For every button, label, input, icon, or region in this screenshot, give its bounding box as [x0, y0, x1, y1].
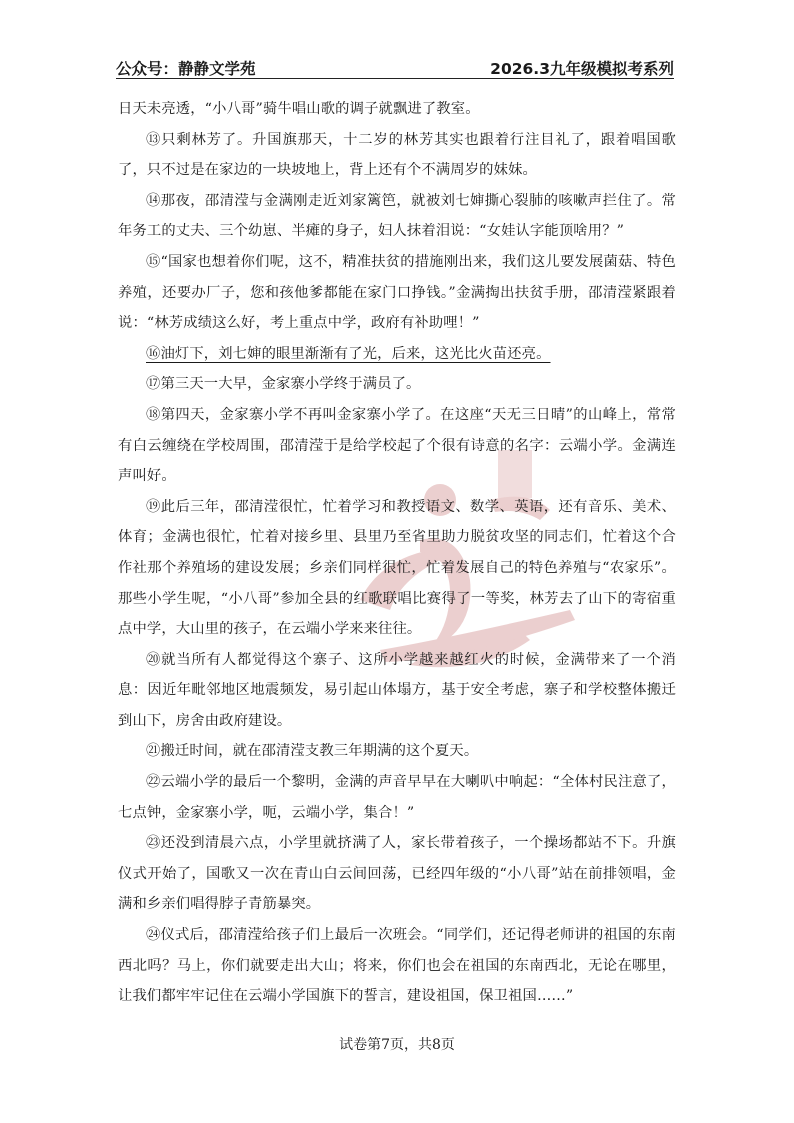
- paragraph-16: [118, 339, 676, 370]
- paragraph-21: ㉑搬迁时间，就在邵清滢支教三年期满的这个夏天。: [146, 743, 479, 760]
- paragraph-14: ⑭那夜，邵清滢与金满刚走近刘家篱笆，就被刘七婶撕心裂肺的咳嗽声拦住了。常年务工的丈夫、三个幼崽、半瘫的身子，妇人抹着泪说：“女娃认字能顶啥用？”: [118, 192, 676, 240]
- paragraph-17: ⑰第三天一大早，金家寨小学终于满员了。: [146, 376, 421, 393]
- paragraph-18: ⑱第四天，金家寨小学不再叫金家寨小学了。在这座“天无三日晴”的山峰上，常常有白云缠绕在学校周围，邵清滢于是给学校起了个很有诗意的名字：云端小学。金满连声叫好。: [118, 406, 676, 485]
- header-source: 公众号：静静文学苑: [116, 60, 256, 78]
- paragraph-22: ㉒云端小学的最后一个黎明，金满的声音早早在大喇叭中响起：“全体村民注意了，七点钟，金家寨小学，呃，云端小学，集合！”: [118, 774, 676, 821]
- page-footer: 试卷第7页，共8页: [339, 1037, 455, 1053]
- paragraph-23: ㉓还没到清晨六点，小学里就挤满了人，家长带着孩子，一个操场都站不下。升旗仪式开始了，国歌又一次在青山白云间回荡，已经四年级的“小八哥”站在前排领唱，金满和乡亲们唱得脖子青筋暴突。: [118, 835, 676, 913]
- paragraph-20: ⑳就当所有人都觉得这个寨子、这所小学越来越红火的时候，金满带来了一个消息：因近年毗邻地区地震频发，易引起山体塌方，基于安全考虑，寨子和学校整体搬迁到山下，房舍由政府建设。: [118, 651, 676, 729]
- paragraph-19: ⑲此后三年，邵清滢很忙，忙着学习和教授语文、数学、英语，还有音乐、美术、体育；金满也很忙，忙着对接乡里、县里乃至省里助力脱贫攻坚的同志们，忙着这个合作社那个养殖场的建设发展；乡亲们同样很忙，忙着发展自己的特色养殖与“农家乐”。那些小学生呢，“小八哥”参加全县的红歌联唱比赛得了一等奖，林芳去了山下的寄宿重点中学，大山里的孩子，在云端小学来来往往。: [118, 498, 676, 638]
- paragraph-continued: 日天未亮透，“小八哥”骑牛唱山歌的调子就飘进了教室。: [118, 101, 480, 117]
- paragraph-13: ⑬只剩林芳了。升国旗那天，十二岁的林芳其实也跟着行注目礼了，跟着唱国歌了，只不过是在家边的一块坡地上，背上还有个不满周岁的妹妹。: [118, 131, 676, 179]
- paragraph-15: ⑮“国家也想着你们呢，这不，精准扶贫的措施刚出来，我们这儿要发展菌菇、特色养殖，还要办厂子，您和孩他爹都能在家门口挣钱。”金满掏出扶贫手册，邵清滢紧跟着说：“林芳成绩这么好，考上重点中学，政府有补助哩！”: [118, 253, 676, 332]
- header-series: 2026.3九年级模拟考系列: [490, 60, 674, 78]
- underlined-sentence: ⑯油灯下，刘七婶的眼里渐渐有了光，后来，这光比火苗还亮。: [146, 345, 551, 362]
- page-header: [116, 56, 674, 79]
- paragraph-24: ㉔仪式后，邵清滢给孩子们上最后一次班会。“同学们，还记得老师讲的祖国的东南西北吗？马上，你们就要走出大山；将来，你们也会在祖国的东南西北，无论在哪里，让我们都牢牢记住在云端小学国旗下的誓言，建设祖国，保卫祖国……”: [118, 927, 676, 1005]
- article-body: [118, 94, 676, 1012]
